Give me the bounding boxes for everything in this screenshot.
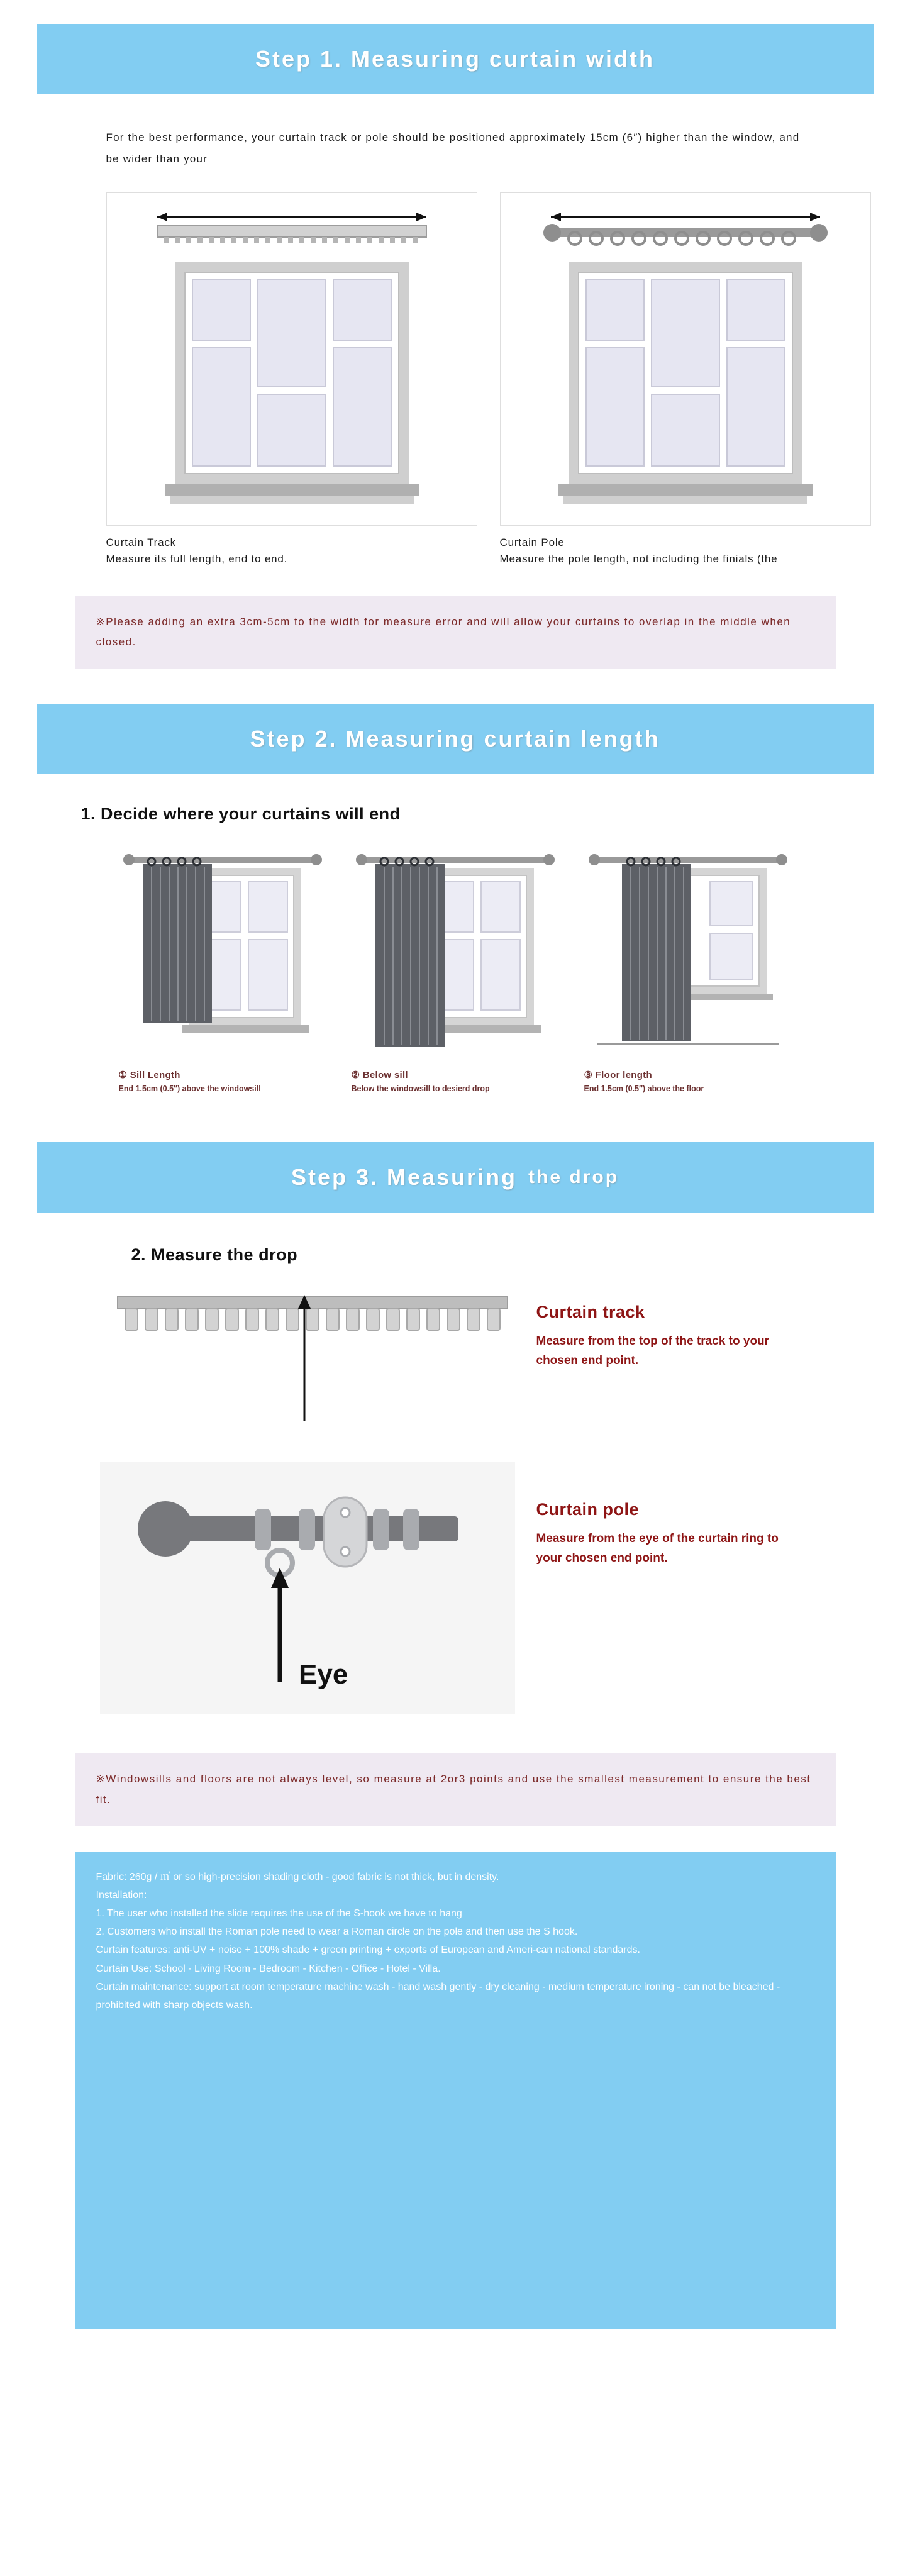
step3-banner xyxy=(37,1142,874,1213)
product-info-line-5: Curtain features: anti-UV + noise + 100% shade + green printing + exports of European and Ameri-can national standards. xyxy=(96,1945,640,1956)
curtain-track-caption-title: Curtain Track xyxy=(106,536,176,548)
option-sill-length-desc: End 1.5cm (0.5″) above the windowsill xyxy=(118,1084,261,1094)
option-sill-length xyxy=(119,845,326,1094)
measure-pole-desc: Measure from the eye of the curtain ring to your chosen end point. xyxy=(536,1532,779,1565)
option-sill-length-title: ① Sill Length xyxy=(118,1070,180,1081)
product-info-line-2: Installation: xyxy=(96,1890,147,1901)
measure-pole-title: Curtain pole xyxy=(536,1500,640,1519)
product-info-line-7: Curtain maintenance: support at room temperature machine wash - hand wash gently - dry cleaning - medium temperature ironing - can not be bleached - prohibited with sharp objects wash. xyxy=(96,1981,780,2011)
track-drop-drawing xyxy=(100,1281,515,1426)
curtain-pole-illustration xyxy=(500,192,871,526)
below-sill-drawing xyxy=(352,845,559,1065)
measure-track-desc: Measure from the top of the track to your chosen end point. xyxy=(536,1335,770,1368)
option-floor-length-desc: End 1.5cm (0.5″) above the floor xyxy=(584,1084,704,1094)
sill-length-drawing xyxy=(119,845,326,1065)
option-floor-length-illustration xyxy=(584,845,792,1065)
measure-track-title: Curtain track xyxy=(536,1302,645,1322)
measure-track-block xyxy=(100,1281,811,1426)
step2-banner xyxy=(37,704,874,774)
step3-banner-sublabel: the drop xyxy=(528,1167,619,1188)
floor-length-drawing xyxy=(584,845,792,1065)
curtain-track-illustration xyxy=(106,192,477,526)
step2-subhead: 1. Decide where your curtains will end xyxy=(80,804,401,824)
step2-banner-label: Step 2. Measuring curtain length xyxy=(250,726,660,752)
step1-intro-text: For the best performance, your curtain track or pole should be positioned approximately 15cm (6″) higher than the window, and be wider than your xyxy=(106,131,800,165)
curtain-pole-caption-desc: Measure the pole length, not including the finials (the xyxy=(499,553,778,565)
option-below-sill-desc: Below the windowsill to desierd drop xyxy=(351,1084,490,1094)
step3-subhead: 2. Measure the drop xyxy=(131,1245,298,1265)
step3-banner-label: Step 3. Measuring xyxy=(291,1164,518,1191)
curtain-track-card xyxy=(106,192,477,568)
option-below-sill xyxy=(352,845,559,1094)
product-info-box xyxy=(75,1852,836,2329)
product-info-line-3: 1. The user who installed the slide requires the use of the S-hook we have to hang xyxy=(96,1908,462,1919)
measure-track-illustration xyxy=(100,1281,515,1426)
measure-pole-block xyxy=(100,1462,811,1714)
option-below-sill-title: ② Below sill xyxy=(351,1070,408,1081)
step1-banner-label: Step 1. Measuring curtain width xyxy=(255,46,655,72)
eye-label: Eye xyxy=(298,1659,348,1690)
curtain-track-drawing xyxy=(107,193,477,525)
option-below-sill-illustration xyxy=(352,845,559,1065)
option-floor-length xyxy=(584,845,792,1094)
product-info-line-4: 2. Customers who install the Roman pole need to wear a Roman circle on the pole and then use the S hook. xyxy=(96,1926,578,1938)
step2-options xyxy=(119,845,792,1094)
product-info-line-6: Curtain Use: School - Living Room - Bedroom - Kitchen - Office - Hotel - Villa. xyxy=(96,1963,441,1974)
curtain-track-caption-desc: Measure its full length, end to end. xyxy=(106,553,288,565)
curtain-pole-caption-title: Curtain Pole xyxy=(499,536,565,548)
curtain-pole-caption xyxy=(500,535,871,568)
curtain-pole-card xyxy=(500,192,871,568)
step1-banner xyxy=(37,24,874,94)
option-floor-length-title: ③ Floor length xyxy=(584,1070,652,1081)
measure-track-text xyxy=(536,1281,801,1371)
measure-pole-text xyxy=(536,1462,801,1568)
content-wrapper xyxy=(37,0,874,2329)
product-info-line-1: Fabric: 260g / ㎡ or so high-precision shading cloth - good fabric is not thick, but in density. xyxy=(96,1872,499,1882)
step1-note: ※Please adding an extra 3cm-5cm to the width for measure error and will allow your curtains to overlap in the middle when closed. xyxy=(75,596,836,669)
measure-pole-illustration xyxy=(100,1462,515,1714)
curtain-pole-drawing xyxy=(501,193,870,525)
step1-illustrations xyxy=(106,192,804,568)
curtain-track-caption xyxy=(106,535,477,568)
option-sill-length-illustration xyxy=(119,845,326,1065)
pole-drop-drawing xyxy=(100,1462,515,1714)
step3-note: ※Windowsills and floors are not always level, so measure at 2or3 points and use the smallest measurement to ensure the best fit. xyxy=(75,1753,836,1826)
